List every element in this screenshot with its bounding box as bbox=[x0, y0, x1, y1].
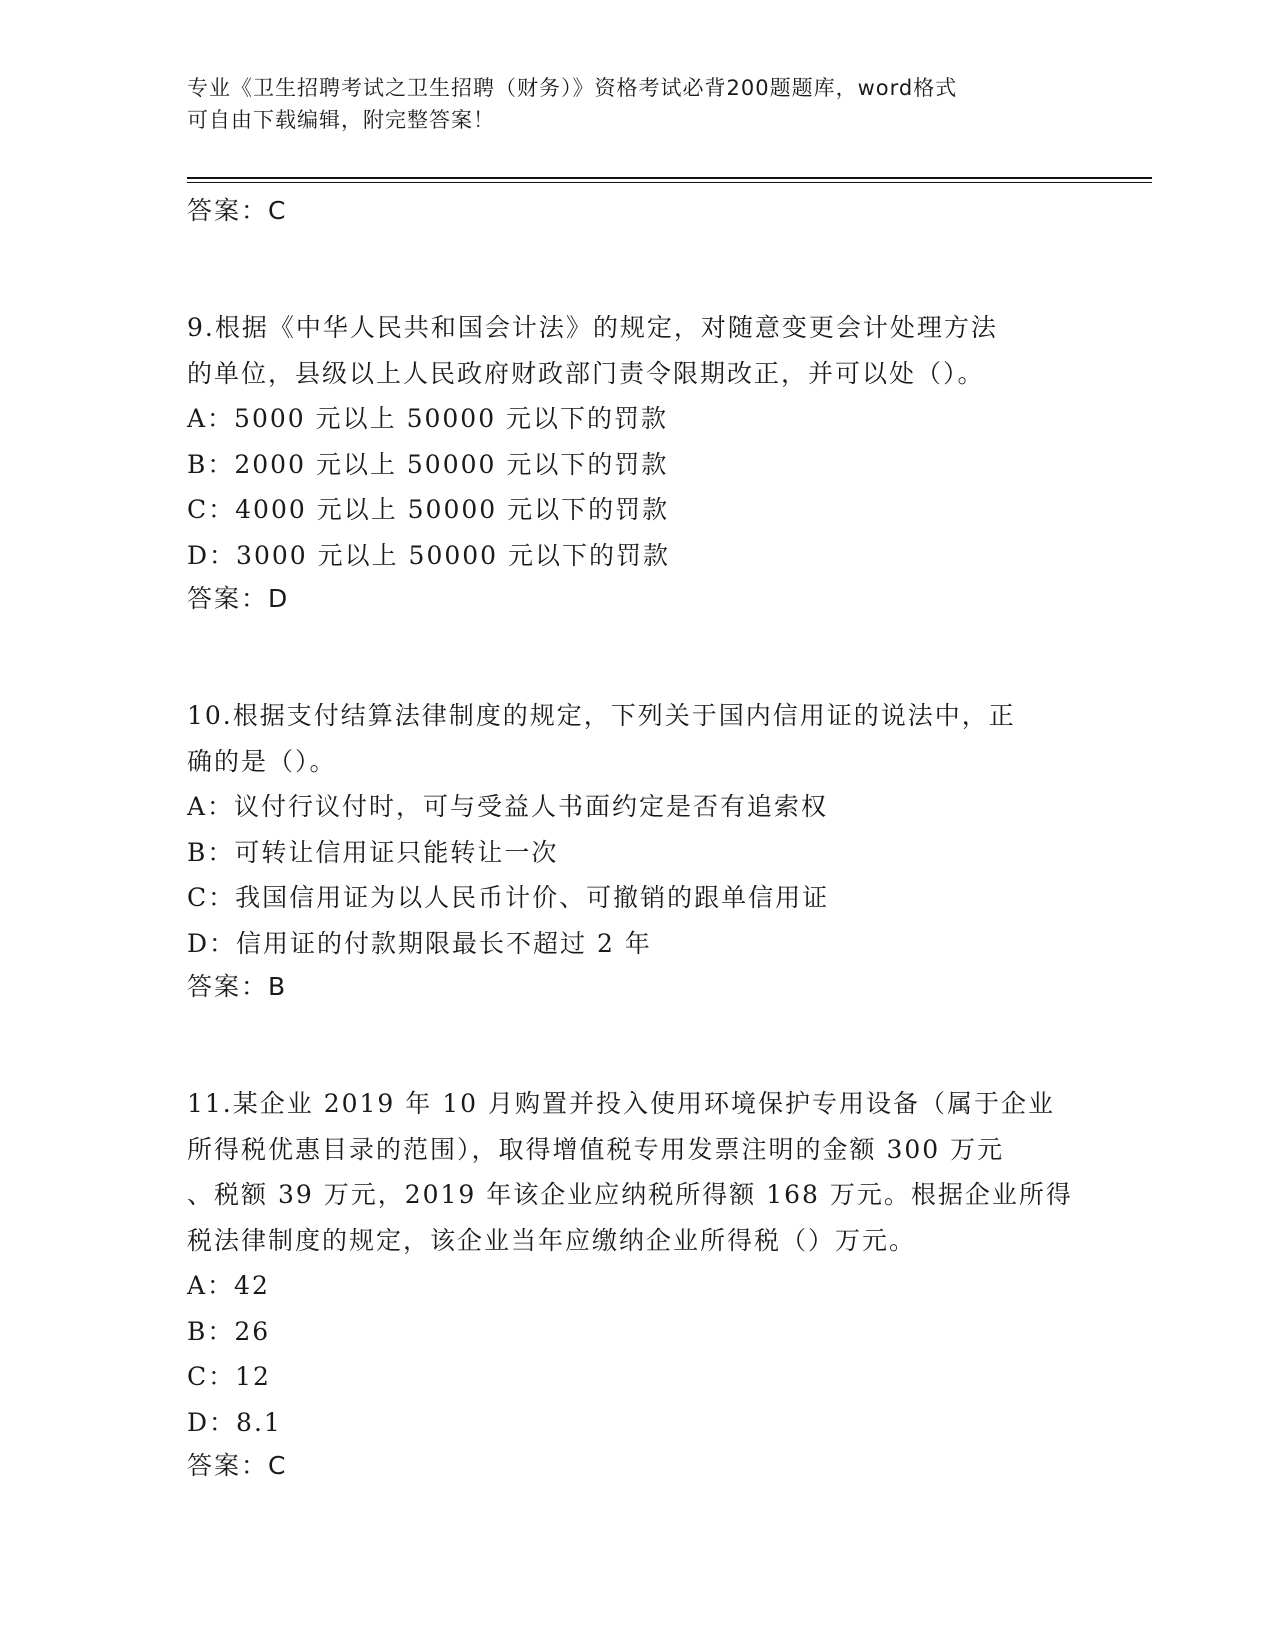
question-stem-line: 9.根据《中华人民共和国会计法》的规定，对随意变更会计处理方法 bbox=[187, 313, 998, 342]
question-stem-line: 、税额 39 万元，2019 年该企业应纳税所得额 168 万元。根据企业所得 bbox=[187, 1180, 1073, 1209]
question-item bbox=[187, 693, 1087, 1008]
option-c: C：我国信用证为以人民币计价、可撤销的跟单信用证 bbox=[187, 883, 830, 912]
option-b: B：可转让信用证只能转让一次 bbox=[187, 837, 559, 867]
header-divider-thin bbox=[187, 182, 1152, 183]
question-stem bbox=[187, 305, 1087, 396]
option-b: B：26 bbox=[187, 1316, 271, 1346]
header-line-2: 可自由下载编辑，附完整答案！ bbox=[187, 108, 495, 132]
question-stem-line: 的单位，县级以上人民政府财政部门责令限期改正，并可以处（）。 bbox=[187, 358, 985, 388]
option-d: D：8.1 bbox=[187, 1407, 282, 1437]
question-item bbox=[187, 305, 1087, 620]
option-c: C：12 bbox=[187, 1362, 271, 1391]
header-line-1: 专业《卫生招聘考试之卫生招聘（财务）》资格考试必背200题题库，word格式 bbox=[187, 76, 958, 100]
question-stem-line: 确的是（）。 bbox=[187, 746, 337, 776]
question-stem-line: 11.某企业 2019 年 10 月购置并投入使用环境保护专用设备（属于企业 bbox=[187, 1089, 1055, 1118]
question-item bbox=[187, 1081, 1087, 1487]
answer-line: 答案：C bbox=[187, 1451, 288, 1480]
option-a: A：议付行议付时，可与受益人书面约定是否有追索权 bbox=[187, 792, 829, 821]
option-a: A：5000 元以上 50000 元以下的罚款 bbox=[187, 404, 669, 433]
question-stem bbox=[187, 1081, 1087, 1263]
header-divider-thick bbox=[187, 177, 1152, 179]
question-stem-line: 10.根据支付结算法律制度的规定，下列关于国内信用证的说法中，正 bbox=[187, 701, 1016, 730]
answer-line: 答案：D bbox=[187, 584, 290, 613]
option-d: D：信用证的付款期限最长不超过 2 年 bbox=[187, 928, 652, 958]
option-d: D：3000 元以上 50000 元以下的罚款 bbox=[187, 540, 671, 570]
answer-line: 答案：B bbox=[187, 972, 288, 1001]
option-c: C：4000 元以上 50000 元以下的罚款 bbox=[187, 495, 670, 524]
document-header bbox=[187, 72, 1087, 136]
option-b: B：2000 元以上 50000 元以下的罚款 bbox=[187, 449, 669, 479]
question-stem bbox=[187, 693, 1087, 784]
question-stem-line: 所得税优惠目录的范围），取得增值税专用发票注明的金额 300 万元 bbox=[187, 1134, 1005, 1164]
question-list bbox=[187, 190, 1087, 1487]
question-stem-line: 税法律制度的规定，该企业当年应缴纳企业所得税（）万元。 bbox=[187, 1225, 917, 1255]
option-a: A：42 bbox=[187, 1271, 270, 1300]
answer-line: 答案：C bbox=[187, 196, 288, 225]
